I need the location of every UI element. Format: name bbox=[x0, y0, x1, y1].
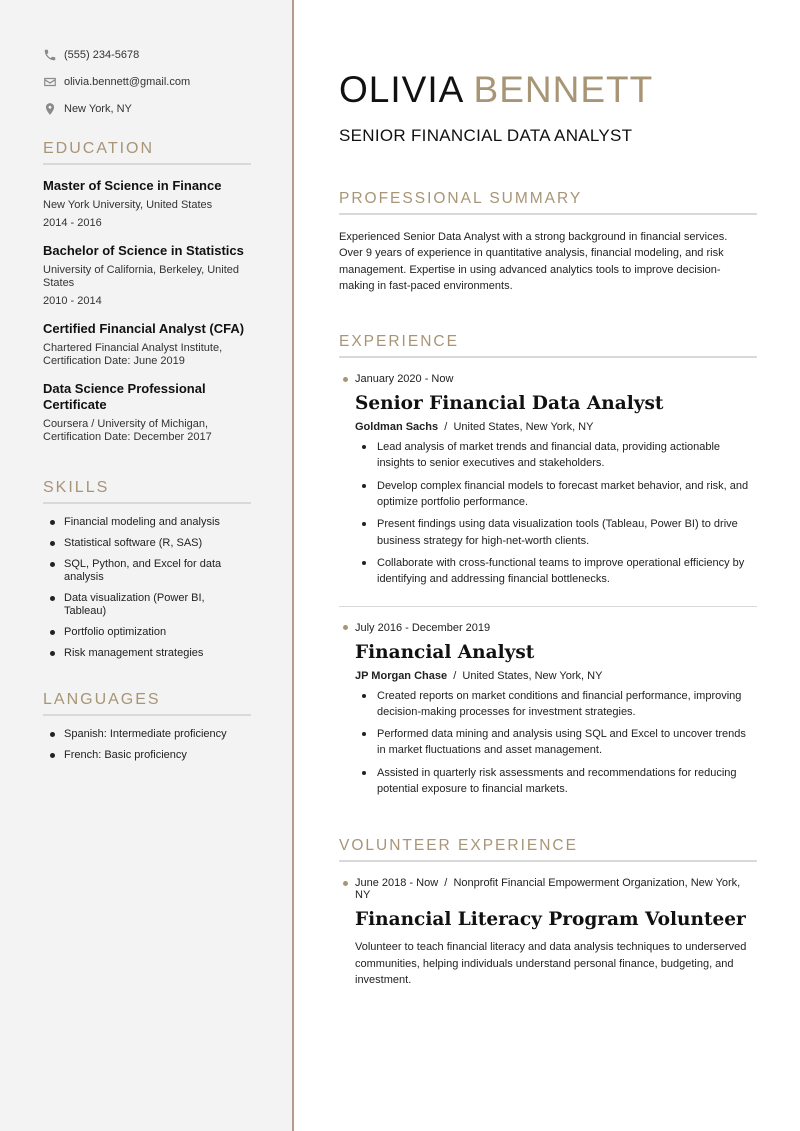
education-item bbox=[43, 321, 249, 368]
volunteer-heading: VOLUNTEER EXPERIENCE bbox=[339, 837, 757, 862]
experience-bullet: Assisted in quarterly risk assessments and recommendations for reducing potential exposure to financial markets. bbox=[355, 765, 757, 798]
experience-item bbox=[339, 373, 757, 606]
contact-block bbox=[43, 41, 249, 122]
experience-divider bbox=[339, 606, 757, 607]
skill-item: Risk management strategies bbox=[43, 647, 249, 660]
experience-heading: EXPERIENCE bbox=[339, 333, 757, 358]
summary-heading: PROFESSIONAL SUMMARY bbox=[339, 190, 757, 215]
skill-item: Data visualization (Power BI, Tableau) bbox=[43, 592, 249, 618]
volunteer-organization: Nonprofit Financial Empowerment Organization, New York, NY bbox=[355, 877, 741, 902]
experience-title: Senior Financial Data Analyst bbox=[355, 393, 664, 415]
candidate-name bbox=[339, 70, 757, 110]
education-school: Chartered Financial Analyst Institute, Certification Date: June 2019 bbox=[43, 342, 223, 367]
skill-item: Statistical software (R, SAS) bbox=[43, 537, 249, 550]
education-title: Master of Science in Finance bbox=[43, 178, 222, 193]
volunteer-title: Financial Literacy Program Volunteer bbox=[355, 909, 746, 931]
company-separator: / bbox=[453, 669, 457, 682]
experience-bullets bbox=[355, 439, 757, 587]
company-location: United States, New York, NY bbox=[462, 669, 603, 682]
education-item bbox=[43, 381, 249, 444]
language-item: French: Basic proficiency bbox=[43, 749, 249, 762]
experience-company-row bbox=[355, 670, 757, 682]
job-role-title: SENIOR FINANCIAL DATA ANALYST bbox=[339, 126, 633, 145]
location-pin-icon bbox=[43, 102, 57, 116]
timeline-dot bbox=[343, 625, 348, 630]
company-name: Goldman Sachs bbox=[355, 421, 439, 434]
education-list bbox=[43, 178, 249, 444]
languages-list bbox=[43, 728, 249, 762]
experience-bullet: Develop complex financial models to forecast market behavior, and risk, and optimize portfolio performance. bbox=[355, 478, 757, 511]
phone-icon bbox=[43, 48, 57, 62]
skills-heading: SKILLS bbox=[43, 479, 251, 504]
experience-company-row bbox=[355, 421, 757, 433]
languages-heading: LANGUAGES bbox=[43, 691, 251, 716]
experience-bullet: Lead analysis of market trends and financial data, providing actionable insights to senior executives and stakeholders. bbox=[355, 439, 757, 472]
volunteer-date-row bbox=[339, 877, 757, 901]
volunteer-separator: / bbox=[444, 877, 448, 890]
experience-date-row bbox=[339, 622, 757, 634]
experience-bullet: Performed data mining and analysis using SQL and Excel to uncover trends in market fluctuations and asset management. bbox=[355, 726, 757, 759]
experience-title: Financial Analyst bbox=[355, 641, 535, 663]
education-date: 2014 - 2016 bbox=[43, 217, 102, 229]
experience-date: January 2020 - Now bbox=[355, 373, 454, 386]
company-separator: / bbox=[444, 421, 448, 434]
language-item: Spanish: Intermediate proficiency bbox=[43, 728, 249, 741]
experience-bullet: Collaborate with cross-functional teams to improve operational efficiency by identifying and addressing financial bottlenecks. bbox=[355, 555, 757, 588]
mail-icon bbox=[43, 75, 57, 89]
timeline-dot bbox=[343, 881, 348, 886]
education-school: New York University, United States bbox=[43, 199, 213, 211]
main-content bbox=[296, 0, 800, 1131]
education-title: Bachelor of Science in Statistics bbox=[43, 243, 244, 258]
experience-item bbox=[339, 622, 757, 798]
contact-phone bbox=[43, 41, 249, 68]
education-title: Data Science Professional Certificate bbox=[43, 381, 206, 412]
education-item bbox=[43, 178, 249, 230]
experience-bullet: Created reports on market conditions and financial performance, improving decision-making processes for investment strategies. bbox=[355, 688, 757, 721]
education-item bbox=[43, 243, 249, 308]
volunteer-meta bbox=[355, 877, 757, 901]
education-date: 2010 - 2014 bbox=[43, 295, 102, 307]
first-name: OLIVIA bbox=[339, 69, 463, 110]
contact-email bbox=[43, 68, 249, 95]
sidebar bbox=[0, 0, 294, 1131]
contact-location bbox=[43, 95, 249, 122]
skill-item: Portfolio optimization bbox=[43, 626, 249, 639]
experience-date-row bbox=[339, 373, 757, 385]
timeline-dot bbox=[343, 377, 348, 382]
email-text[interactable]: olivia.bennett@gmail.com bbox=[64, 75, 191, 88]
skill-item: Financial modeling and analysis bbox=[43, 516, 249, 529]
volunteer-date: June 2018 - Now bbox=[355, 877, 439, 890]
company-name: JP Morgan Chase bbox=[355, 669, 448, 682]
education-school: University of California, Berkeley, United States bbox=[43, 264, 240, 289]
company-location: United States, New York, NY bbox=[453, 421, 594, 434]
experience-bullet: Present findings using data visualization tools (Tableau, Power BI) to drive business strategy for high-net-worth clients. bbox=[355, 516, 757, 549]
experience-date: July 2016 - December 2019 bbox=[355, 621, 491, 634]
education-school: Coursera / University of Michigan, Certification Date: December 2017 bbox=[43, 418, 212, 443]
phone-text: (555) 234-5678 bbox=[64, 48, 140, 61]
last-name: BENNETT bbox=[473, 69, 654, 110]
skills-list bbox=[43, 516, 249, 660]
education-heading: EDUCATION bbox=[43, 140, 251, 165]
experience-bullets bbox=[355, 688, 757, 798]
volunteer-description: Volunteer to teach financial literacy and data analysis techniques to underserved communities, helping individuals understand personal finance, budgeting, and investment. bbox=[355, 941, 747, 986]
volunteer-item bbox=[339, 877, 757, 988]
education-title: Certified Financial Analyst (CFA) bbox=[43, 321, 245, 336]
location-text: New York, NY bbox=[64, 102, 132, 115]
skill-item: SQL, Python, and Excel for data analysis bbox=[43, 558, 249, 584]
summary-text: Experienced Senior Data Analyst with a strong background in financial services. Over 9 years of experience in quantitative analysis, financial modeling, and risk management. Expertise in using advanced analytics tools to improve decision-making in fast-paced environments. bbox=[339, 231, 728, 292]
